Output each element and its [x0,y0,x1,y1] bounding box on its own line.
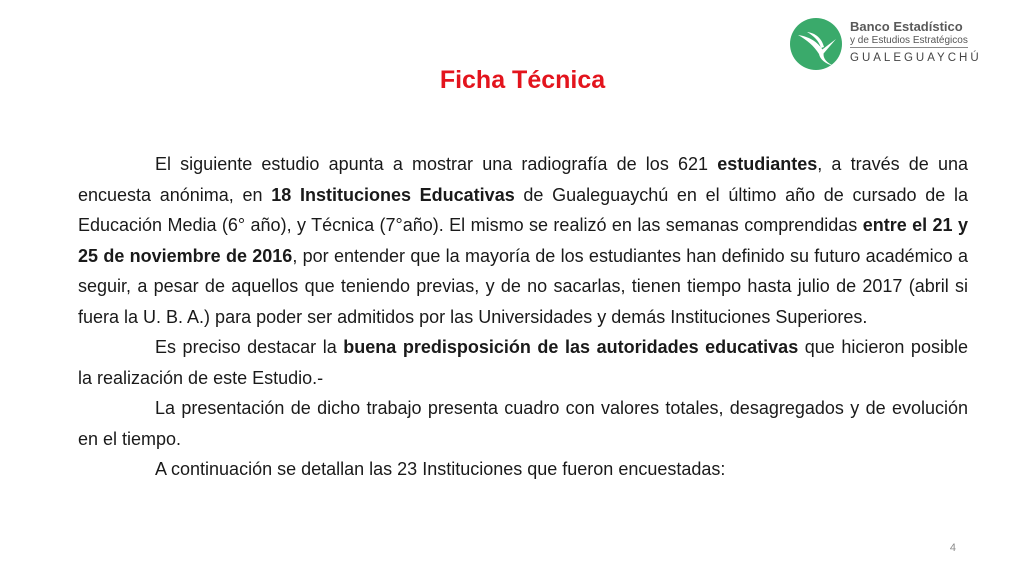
text-span: , a través de una encuesta anónima, en [78,154,968,205]
slide-body [78,149,968,485]
logo-subtitle: y de Estudios Estratégicos [850,35,968,46]
organization-logo [789,17,989,71]
paragraph-institutions-intro: A continuación se detallan las 23 Instituciones que fueron encuestadas: [155,459,726,479]
text-span: que hicieron posible la realización de este Estudio.- [78,337,968,388]
paragraph-presentation: La presentación de dicho trabajo presenta cuadro con valores totales, desagregados y de evolución en el tiempo. [78,398,968,449]
text-span: , por entender que la mayoría de los estudiantes han definido su futuro académico a seguir, a pesar de aquellos que teniendo previas, y de no sacarlas, tienen tiempo hasta julio de 2017 (abril si fuera la U. B. A.) para poder ser admitidos por las Universidades y demás Instituciones Superiores. [78,245,969,327]
bold-text: entre el 21 y 25 de noviembre de 2016 [78,215,969,266]
text-span: El siguiente estudio apunta a mostrar una radiografía de los 621 [155,154,718,174]
paragraph-acknowledgement [78,332,968,393]
logo-city: GUALEGUAYCHÚ [850,52,982,64]
bold-text: estudiantes [717,154,818,174]
page-number: 4 [949,542,956,554]
bold-text: 18 Instituciones Educativas [271,184,515,205]
swallow-logo-icon [789,17,843,71]
logo-name: Banco Estadístico [850,19,963,34]
paragraph-study-description [78,149,968,332]
text-span: Es preciso destacar la [155,337,344,357]
slide-title: Ficha Técnica [439,66,606,94]
text-span: de Gualeguaychú en el último año de cursado de la Educación Media (6° año), y Técnica (7°año). El mismo se realizó en las semanas comprendidas [78,184,968,235]
bold-text: buena predisposición de las autoridades educativas [343,337,799,357]
